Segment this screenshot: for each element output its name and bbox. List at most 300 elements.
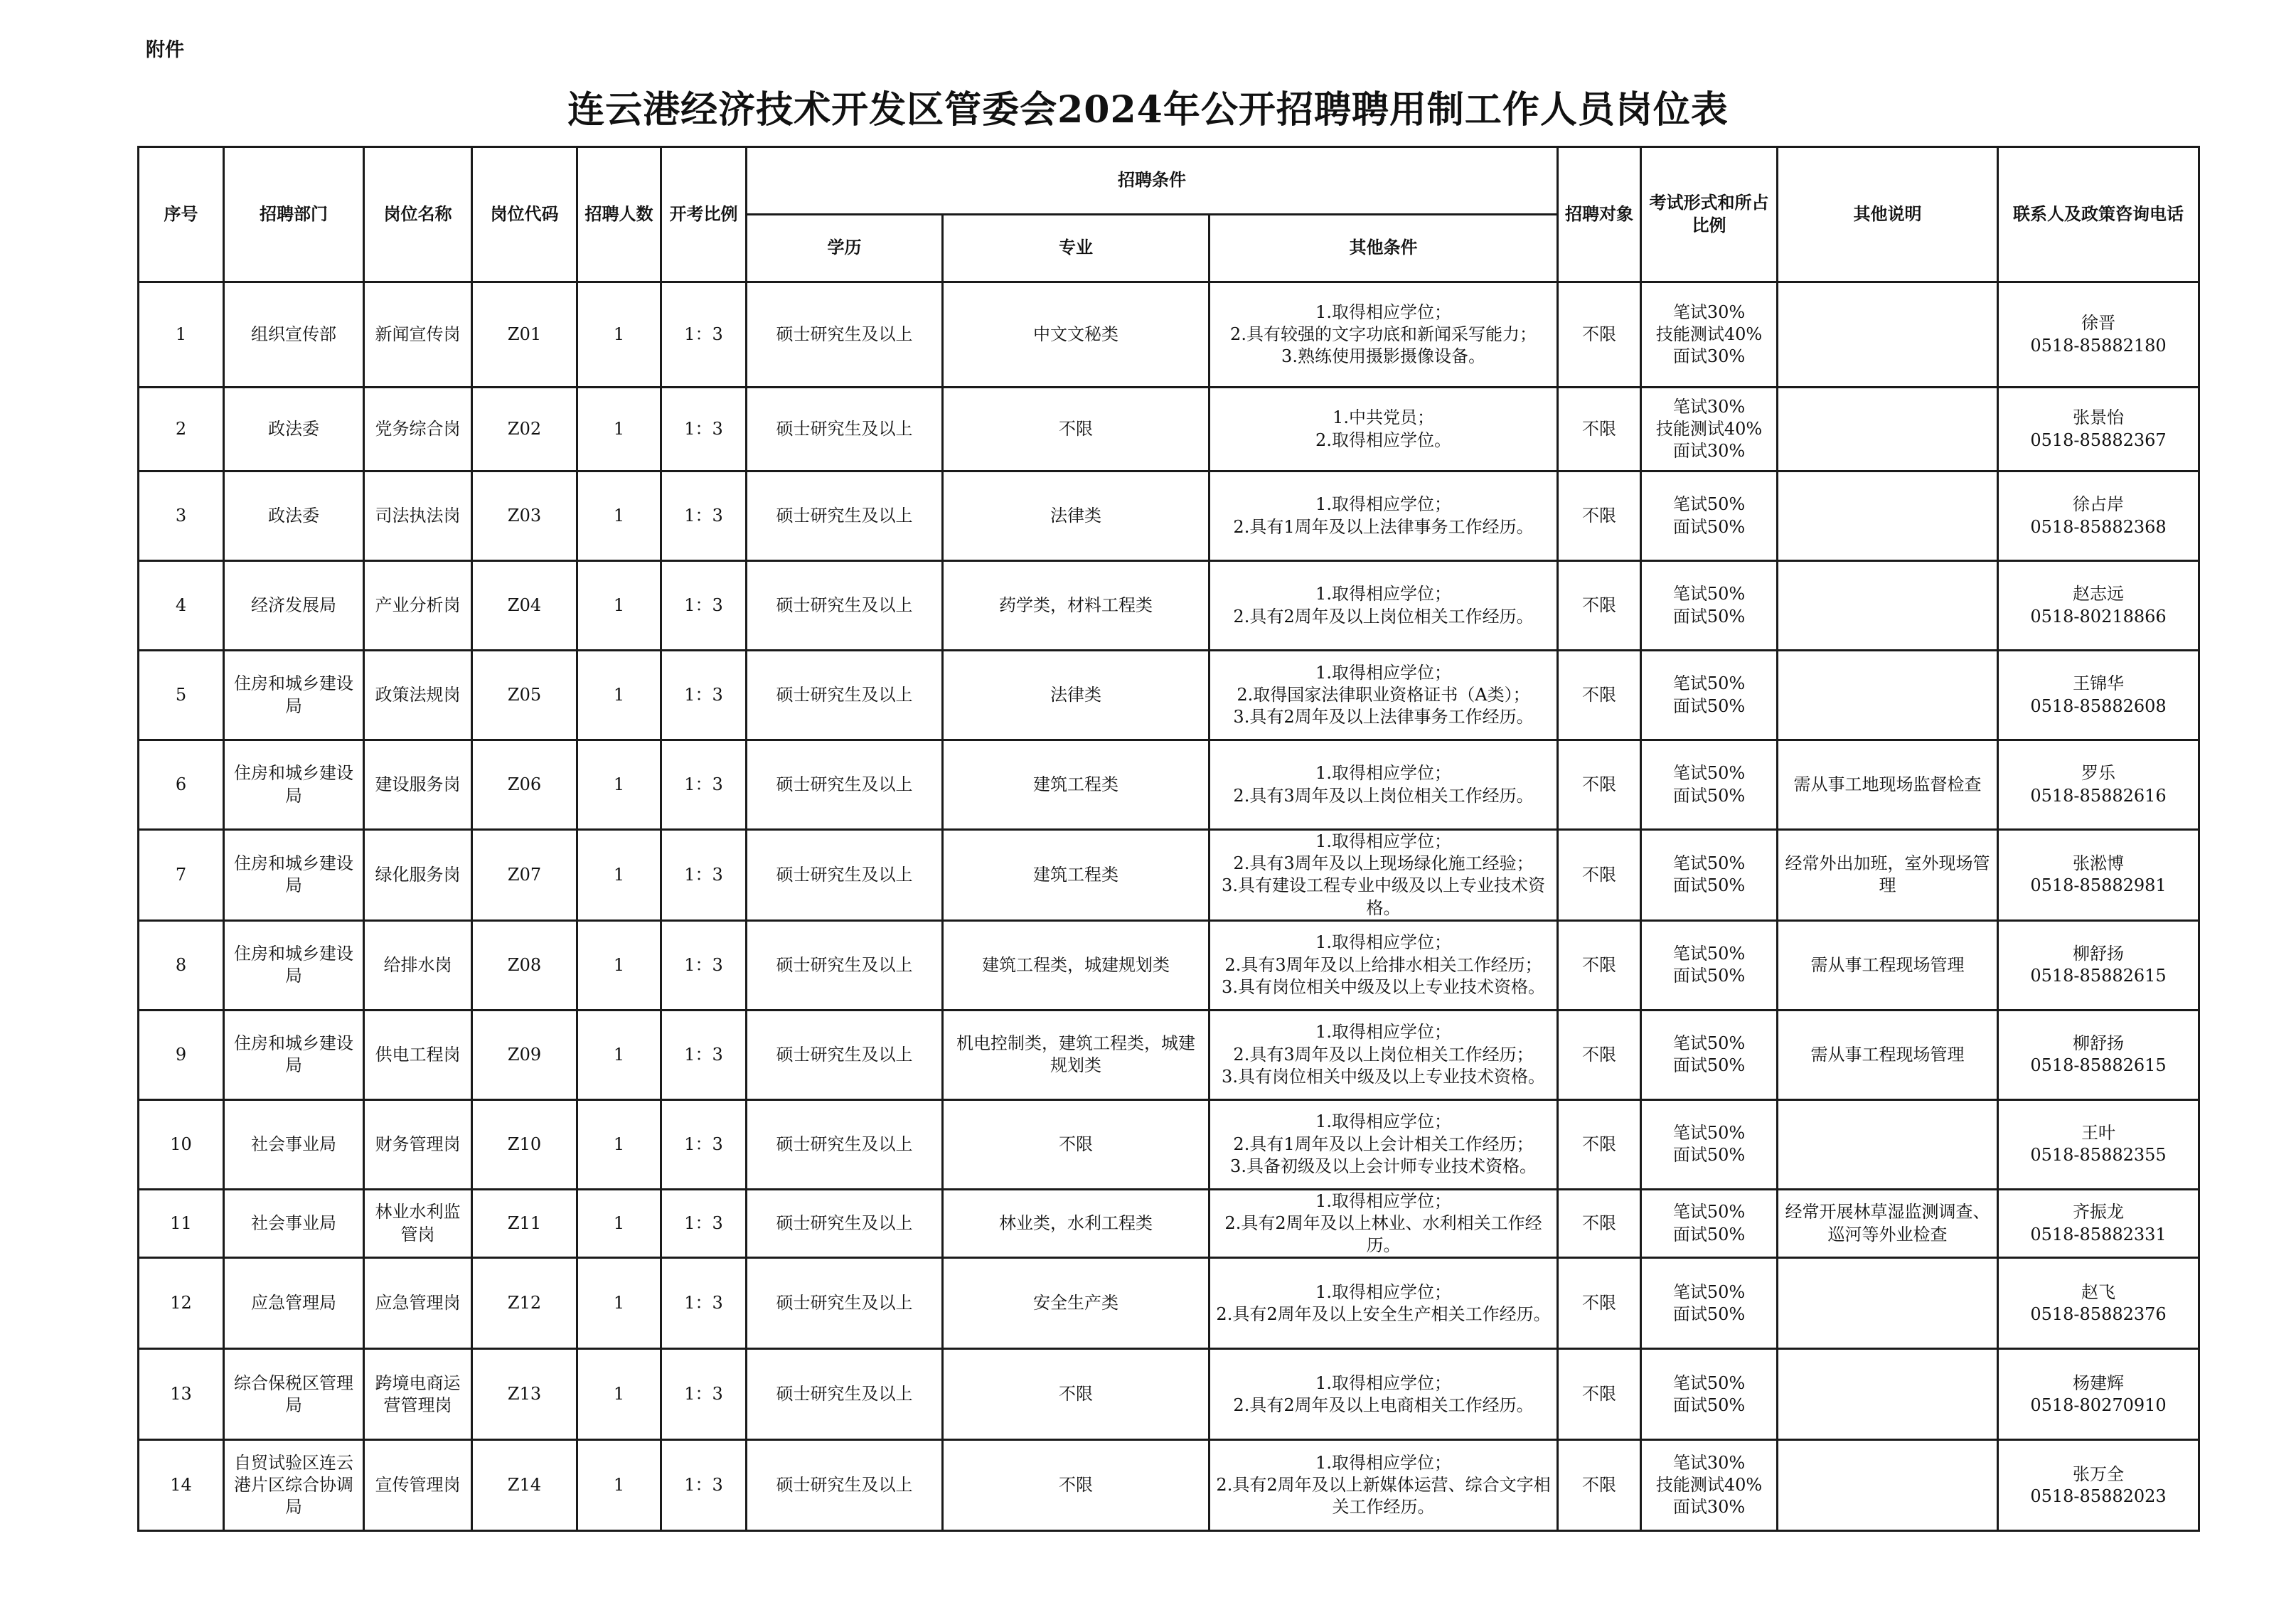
cell-exam [1641, 1349, 1778, 1440]
cell-ratio: 1：3 [661, 920, 747, 1010]
contact-phone: 0518-80270910 [2030, 1395, 2167, 1415]
cell-education: 硕士研究生及以上 [747, 1099, 943, 1189]
contact-phone: 0518-85882615 [2030, 966, 2167, 986]
cell-notes: 需从事工程现场管理 [1778, 920, 1998, 1010]
cell-seq: 8 [139, 920, 224, 1010]
cell-other-conditions [1210, 920, 1558, 1010]
contact-name: 王锦华 [2073, 673, 2125, 694]
cell-seq: 9 [139, 1010, 224, 1099]
cell-target: 不限 [1558, 651, 1641, 740]
cell-exam [1641, 471, 1778, 561]
cell-post-code: Z08 [472, 920, 577, 1010]
cell-major: 法律类 [943, 471, 1210, 561]
cell-seq: 7 [139, 830, 224, 921]
cell-target: 不限 [1558, 1440, 1641, 1531]
cell-other-conditions [1210, 388, 1558, 471]
condition-line: 1.取得相应学位； [1315, 1281, 1451, 1302]
table-row [139, 1010, 2199, 1099]
condition-line: 1.中共党员； [1333, 407, 1434, 428]
cell-seq: 11 [139, 1189, 224, 1258]
contact-name: 赵飞 [2081, 1281, 2116, 1302]
cell-education: 硕士研究生及以上 [747, 1440, 943, 1531]
contact-phone: 0518-80218866 [2030, 606, 2167, 627]
cell-other-conditions [1210, 830, 1558, 921]
cell-post-code: Z06 [472, 740, 577, 830]
cell-contact [1998, 740, 2199, 830]
positions-table [137, 146, 2200, 1532]
cell-post-name: 宣传管理岗 [364, 1440, 472, 1531]
exam-line: 面试50% [1672, 516, 1746, 537]
cell-department: 住房和城乡建设局 [224, 651, 364, 740]
cell-department: 社会事业局 [224, 1189, 364, 1258]
cell-exam [1641, 830, 1778, 921]
cell-target: 不限 [1558, 1099, 1641, 1189]
cell-target: 不限 [1558, 561, 1641, 651]
cell-exam [1641, 1189, 1778, 1258]
contact-name: 齐振龙 [2073, 1202, 2125, 1222]
table-row [139, 388, 2199, 471]
cell-major: 林业类，水利工程类 [943, 1189, 1210, 1258]
cell-exam [1641, 740, 1778, 830]
contact-phone: 0518-85882368 [2030, 516, 2167, 537]
cell-notes: 经常外出加班，室外现场管理 [1778, 830, 1998, 921]
exam-line: 笔试50% [1672, 944, 1746, 964]
cell-seq: 6 [139, 740, 224, 830]
cell-ratio: 1：3 [661, 1010, 747, 1099]
cell-seq: 10 [139, 1099, 224, 1189]
header-other-conditions: 其他条件 [1210, 215, 1558, 282]
header-count: 招聘人数 [577, 147, 661, 282]
cell-other-conditions [1210, 651, 1558, 740]
cell-exam [1641, 561, 1778, 651]
cell-notes [1778, 561, 1998, 651]
header-contact: 联系人及政策咨询电话 [1998, 147, 2199, 282]
exam-line: 技能测试40% [1655, 324, 1763, 344]
cell-ratio: 1：3 [661, 1349, 747, 1440]
exam-line: 笔试50% [1672, 1281, 1746, 1302]
exam-line: 面试50% [1672, 1304, 1746, 1324]
cell-post-code: Z12 [472, 1258, 577, 1349]
contact-name: 王叶 [2081, 1123, 2116, 1143]
cell-contact [1998, 388, 2199, 471]
cell-target: 不限 [1558, 1010, 1641, 1099]
condition-line: 2.具有2周年及以上岗位相关工作经历。 [1233, 606, 1534, 627]
attachment-label: 附件 [146, 39, 184, 61]
contact-phone: 0518-85882023 [2030, 1486, 2167, 1506]
cell-target: 不限 [1558, 920, 1641, 1010]
cell-department: 社会事业局 [224, 1099, 364, 1189]
cell-ratio: 1：3 [661, 471, 747, 561]
cell-seq: 5 [139, 651, 224, 740]
table-row [139, 1099, 2199, 1189]
cell-post-name: 政策法规岗 [364, 651, 472, 740]
cell-contact [1998, 830, 2199, 921]
cell-seq: 12 [139, 1258, 224, 1349]
cell-exam [1641, 1099, 1778, 1189]
condition-line: 2.具有3周年及以上现场绿化施工经验； [1233, 853, 1534, 874]
cell-major: 不限 [943, 1440, 1210, 1531]
header-notes: 其他说明 [1778, 147, 1998, 282]
exam-line: 笔试50% [1672, 1202, 1746, 1222]
positions-table-container [137, 146, 2198, 1532]
cell-target: 不限 [1558, 1189, 1641, 1258]
condition-line: 3.具有建设工程专业中级及以上专业技术资格。 [1222, 875, 1545, 918]
cell-post-code: Z10 [472, 1099, 577, 1189]
cell-other-conditions [1210, 1349, 1558, 1440]
table-row [139, 561, 2199, 651]
exam-line: 面试50% [1672, 1055, 1746, 1076]
cell-contact [1998, 1440, 2199, 1531]
cell-notes [1778, 1440, 1998, 1531]
condition-line: 1.取得相应学位； [1315, 1453, 1451, 1473]
cell-ratio: 1：3 [661, 740, 747, 830]
condition-line: 1.取得相应学位； [1315, 584, 1451, 604]
header-seq: 序号 [139, 147, 224, 282]
cell-post-name: 给排水岗 [364, 920, 472, 1010]
table-row [139, 1440, 2199, 1531]
cell-post-name: 产业分析岗 [364, 561, 472, 651]
condition-line: 1.取得相应学位； [1315, 932, 1451, 953]
cell-post-name: 供电工程岗 [364, 1010, 472, 1099]
cell-department: 应急管理局 [224, 1258, 364, 1349]
table-row [139, 651, 2199, 740]
cell-exam [1641, 388, 1778, 471]
exam-line: 面试50% [1672, 1224, 1746, 1244]
cell-ratio: 1：3 [661, 1099, 747, 1189]
header-major: 专业 [943, 215, 1210, 282]
contact-name: 徐占岸 [2073, 494, 2125, 515]
cell-other-conditions [1210, 1099, 1558, 1189]
cell-department: 政法委 [224, 471, 364, 561]
exam-line: 面试30% [1672, 441, 1746, 462]
exam-line: 技能测试40% [1655, 1475, 1763, 1496]
cell-seq: 3 [139, 471, 224, 561]
cell-education: 硕士研究生及以上 [747, 471, 943, 561]
condition-line: 2.具有2周年及以上林业、水利相关工作经历。 [1224, 1212, 1542, 1256]
cell-major: 中文文秘类 [943, 282, 1210, 388]
condition-line: 1.取得相应学位； [1315, 763, 1451, 784]
header-education: 学历 [747, 215, 943, 282]
cell-major: 机电控制类，建筑工程类，城建规划类 [943, 1010, 1210, 1099]
cell-major: 不限 [943, 1349, 1210, 1440]
cell-seq: 1 [139, 282, 224, 388]
cell-post-name: 应急管理岗 [364, 1258, 472, 1349]
exam-line: 笔试30% [1672, 302, 1746, 322]
table-row [139, 282, 2199, 388]
header-post-name: 岗位名称 [364, 147, 472, 282]
condition-line: 3.具有岗位相关中级及以上专业技术资格。 [1222, 1066, 1545, 1087]
cell-education: 硕士研究生及以上 [747, 282, 943, 388]
cell-contact [1998, 1258, 2199, 1349]
table-header [139, 147, 2199, 282]
contact-name: 张万全 [2073, 1464, 2125, 1484]
page-title: 连云港经济技术开发区管委会2024年公开招聘聘用制工作人员岗位表 [567, 88, 1729, 132]
cell-post-name: 林业水利监管岗 [364, 1189, 472, 1258]
cell-post-code: Z02 [472, 388, 577, 471]
cell-notes: 需从事工程现场管理 [1778, 1010, 1998, 1099]
cell-post-name: 跨境电商运营管理岗 [364, 1349, 472, 1440]
exam-line: 笔试50% [1672, 763, 1746, 784]
cell-education: 硕士研究生及以上 [747, 740, 943, 830]
condition-line: 2.取得国家法律职业资格证书（A类）； [1237, 684, 1530, 705]
condition-line: 2.具有3周年及以上岗位相关工作经历。 [1233, 785, 1534, 806]
condition-line: 1.取得相应学位； [1315, 494, 1451, 515]
cell-major: 不限 [943, 1099, 1210, 1189]
cell-ratio: 1：3 [661, 651, 747, 740]
condition-line: 2.取得相应学位。 [1315, 430, 1451, 450]
cell-department: 政法委 [224, 388, 364, 471]
contact-phone: 0518-85882367 [2030, 430, 2167, 450]
condition-line: 2.具有1周年及以上会计相关工作经历； [1233, 1134, 1534, 1154]
cell-post-name: 新闻宣传岗 [364, 282, 472, 388]
cell-contact [1998, 282, 2199, 388]
cell-notes: 经常开展林草湿监测调查、巡河等外业检查 [1778, 1189, 1998, 1258]
header-department: 招聘部门 [224, 147, 364, 282]
cell-education: 硕士研究生及以上 [747, 651, 943, 740]
exam-line: 面试50% [1672, 875, 1746, 896]
cell-other-conditions [1210, 282, 1558, 388]
cell-target: 不限 [1558, 388, 1641, 471]
contact-phone: 0518-85882608 [2030, 695, 2167, 716]
exam-line: 笔试50% [1672, 1033, 1746, 1054]
cell-count: 1 [577, 561, 661, 651]
exam-line: 面试30% [1672, 346, 1746, 367]
condition-line: 1.取得相应学位； [1315, 662, 1451, 683]
cell-post-code: Z07 [472, 830, 577, 921]
cell-count: 1 [577, 651, 661, 740]
condition-line: 2.具有较强的文字功底和新闻采写能力； [1230, 324, 1537, 344]
condition-line: 1.取得相应学位； [1315, 831, 1451, 851]
cell-contact [1998, 561, 2199, 651]
contact-phone: 0518-85882376 [2030, 1304, 2167, 1324]
cell-other-conditions [1210, 471, 1558, 561]
contact-name: 杨建辉 [2073, 1372, 2125, 1393]
cell-education: 硕士研究生及以上 [747, 1189, 943, 1258]
cell-seq: 2 [139, 388, 224, 471]
cell-post-code: Z09 [472, 1010, 577, 1099]
cell-department: 综合保税区管理局 [224, 1349, 364, 1440]
cell-major: 不限 [943, 388, 1210, 471]
cell-count: 1 [577, 282, 661, 388]
cell-other-conditions [1210, 1440, 1558, 1531]
cell-count: 1 [577, 388, 661, 471]
header-conditions-group: 招聘条件 [747, 147, 1558, 215]
exam-line: 面试50% [1672, 785, 1746, 806]
cell-post-name: 财务管理岗 [364, 1099, 472, 1189]
cell-contact [1998, 651, 2199, 740]
cell-post-code: Z03 [472, 471, 577, 561]
header-target: 招聘对象 [1558, 147, 1641, 282]
cell-notes: 需从事工地现场监督检查 [1778, 740, 1998, 830]
condition-line: 2.具有1周年及以上法律事务工作经历。 [1233, 516, 1534, 537]
cell-major: 药学类，材料工程类 [943, 561, 1210, 651]
contact-phone: 0518-85882615 [2030, 1055, 2167, 1076]
cell-other-conditions [1210, 740, 1558, 830]
table-row [139, 1258, 2199, 1349]
cell-notes [1778, 651, 1998, 740]
cell-notes [1778, 282, 1998, 388]
table-row [139, 830, 2199, 921]
table-row [139, 471, 2199, 561]
contact-phone: 0518-85882180 [2030, 335, 2167, 356]
exam-line: 笔试50% [1672, 1123, 1746, 1143]
contact-name: 张淞博 [2073, 853, 2125, 874]
exam-line: 面试50% [1672, 1395, 1746, 1415]
contact-phone: 0518-85882981 [2030, 875, 2167, 896]
exam-line: 面试30% [1672, 1497, 1746, 1518]
table-row [139, 1189, 2199, 1258]
cell-target: 不限 [1558, 1349, 1641, 1440]
cell-exam [1641, 1440, 1778, 1531]
cell-count: 1 [577, 830, 661, 921]
cell-post-code: Z14 [472, 1440, 577, 1531]
cell-contact [1998, 920, 2199, 1010]
cell-contact [1998, 1099, 2199, 1189]
table-row [139, 740, 2199, 830]
condition-line: 2.具有2周年及以上安全生产相关工作经历。 [1216, 1304, 1551, 1324]
cell-department: 自贸试验区连云港片区综合协调局 [224, 1440, 364, 1531]
contact-name: 柳舒扬 [2073, 944, 2125, 964]
cell-target: 不限 [1558, 471, 1641, 561]
cell-ratio: 1：3 [661, 1440, 747, 1531]
cell-post-name: 建设服务岗 [364, 740, 472, 830]
cell-seq: 13 [139, 1349, 224, 1440]
cell-exam [1641, 282, 1778, 388]
cell-ratio: 1：3 [661, 830, 747, 921]
table-row [139, 1349, 2199, 1440]
cell-count: 1 [577, 1099, 661, 1189]
cell-department: 组织宣传部 [224, 282, 364, 388]
cell-ratio: 1：3 [661, 388, 747, 471]
cell-contact [1998, 1010, 2199, 1099]
cell-post-code: Z04 [472, 561, 577, 651]
condition-line: 1.取得相应学位； [1315, 1111, 1451, 1132]
cell-post-name: 绿化服务岗 [364, 830, 472, 921]
cell-post-name: 党务综合岗 [364, 388, 472, 471]
condition-line: 2.具有3周年及以上岗位相关工作经历； [1233, 1044, 1534, 1065]
cell-seq: 4 [139, 561, 224, 651]
cell-other-conditions [1210, 1010, 1558, 1099]
cell-notes [1778, 1099, 1998, 1189]
cell-count: 1 [577, 1258, 661, 1349]
cell-department: 住房和城乡建设局 [224, 740, 364, 830]
cell-count: 1 [577, 1440, 661, 1531]
cell-education: 硕士研究生及以上 [747, 1010, 943, 1099]
cell-count: 1 [577, 740, 661, 830]
cell-ratio: 1：3 [661, 561, 747, 651]
cell-education: 硕士研究生及以上 [747, 388, 943, 471]
cell-ratio: 1：3 [661, 282, 747, 388]
exam-line: 面试50% [1672, 695, 1746, 716]
cell-department: 住房和城乡建设局 [224, 830, 364, 921]
cell-education: 硕士研究生及以上 [747, 830, 943, 921]
cell-notes [1778, 388, 1998, 471]
contact-name: 徐晋 [2081, 313, 2116, 334]
condition-line: 1.取得相应学位； [1315, 302, 1451, 322]
cell-post-code: Z01 [472, 282, 577, 388]
header-ratio: 开考比例 [661, 147, 747, 282]
cell-post-code: Z13 [472, 1349, 577, 1440]
exam-line: 技能测试40% [1655, 418, 1763, 439]
exam-line: 笔试50% [1672, 673, 1746, 694]
contact-name: 柳舒扬 [2073, 1033, 2125, 1054]
cell-exam [1641, 1010, 1778, 1099]
condition-line: 3.具有2周年及以上法律事务工作经历。 [1233, 707, 1534, 727]
cell-target: 不限 [1558, 740, 1641, 830]
cell-contact [1998, 471, 2199, 561]
cell-other-conditions [1210, 1189, 1558, 1258]
exam-line: 笔试30% [1672, 1453, 1746, 1473]
cell-target: 不限 [1558, 830, 1641, 921]
cell-count: 1 [577, 1349, 661, 1440]
cell-count: 1 [577, 920, 661, 1010]
condition-line: 3.熟练使用摄影摄像设备。 [1281, 346, 1485, 367]
cell-major: 建筑工程类，城建规划类 [943, 920, 1210, 1010]
header-post-code: 岗位代码 [472, 147, 577, 282]
cell-seq: 14 [139, 1440, 224, 1531]
condition-line: 2.具有3周年及以上给排水相关工作经历； [1224, 954, 1542, 975]
cell-education: 硕士研究生及以上 [747, 1349, 943, 1440]
cell-exam [1641, 651, 1778, 740]
cell-major: 安全生产类 [943, 1258, 1210, 1349]
cell-target: 不限 [1558, 1258, 1641, 1349]
condition-line: 1.取得相应学位； [1315, 1022, 1451, 1043]
condition-line: 3.具备初级及以上会计师专业技术资格。 [1230, 1156, 1537, 1176]
condition-line: 2.具有2周年及以上电商相关工作经历。 [1233, 1395, 1534, 1415]
cell-major: 建筑工程类 [943, 830, 1210, 921]
contact-phone: 0518-85882616 [2030, 785, 2167, 806]
condition-line: 3.具有岗位相关中级及以上专业技术资格。 [1222, 976, 1545, 997]
table-row [139, 920, 2199, 1010]
cell-major: 法律类 [943, 651, 1210, 740]
table-body [139, 282, 2199, 1531]
contact-name: 罗乐 [2081, 763, 2116, 784]
cell-education: 硕士研究生及以上 [747, 1258, 943, 1349]
cell-education: 硕士研究生及以上 [747, 920, 943, 1010]
exam-line: 面试50% [1672, 606, 1746, 627]
cell-notes [1778, 1258, 1998, 1349]
cell-count: 1 [577, 471, 661, 561]
cell-department: 住房和城乡建设局 [224, 920, 364, 1010]
exam-line: 笔试30% [1672, 396, 1746, 417]
cell-major: 建筑工程类 [943, 740, 1210, 830]
contact-name: 张景怡 [2073, 407, 2125, 428]
cell-post-name: 司法执法岗 [364, 471, 472, 561]
cell-count: 1 [577, 1189, 661, 1258]
contact-name: 赵志远 [2073, 584, 2125, 604]
cell-contact [1998, 1189, 2199, 1258]
exam-line: 笔试50% [1672, 584, 1746, 604]
cell-ratio: 1：3 [661, 1189, 747, 1258]
cell-department: 经济发展局 [224, 561, 364, 651]
contact-phone: 0518-85882355 [2030, 1145, 2167, 1166]
cell-other-conditions [1210, 1258, 1558, 1349]
exam-line: 笔试50% [1672, 1372, 1746, 1393]
condition-line: 2.具有2周年及以上新媒体运营、综合文字相关工作经历。 [1216, 1475, 1551, 1518]
cell-notes [1778, 471, 1998, 561]
exam-line: 笔试50% [1672, 853, 1746, 874]
cell-post-code: Z05 [472, 651, 577, 740]
exam-line: 笔试50% [1672, 494, 1746, 515]
cell-exam [1641, 1258, 1778, 1349]
cell-department: 住房和城乡建设局 [224, 1010, 364, 1099]
condition-line: 1.取得相应学位； [1315, 1372, 1451, 1393]
cell-other-conditions [1210, 561, 1558, 651]
exam-line: 面试50% [1672, 966, 1746, 986]
cell-contact [1998, 1349, 2199, 1440]
cell-count: 1 [577, 1010, 661, 1099]
cell-exam [1641, 920, 1778, 1010]
